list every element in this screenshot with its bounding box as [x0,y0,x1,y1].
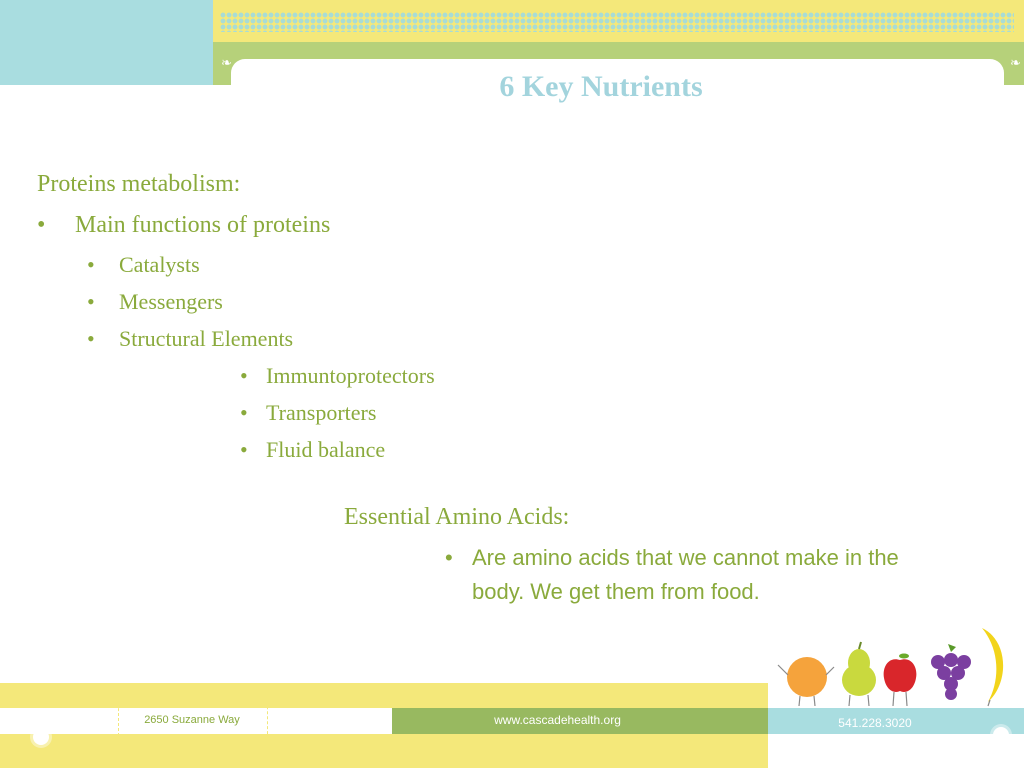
swirl-ornament-left: ❧ [221,56,232,71]
bullet-dot-icon: • [240,400,248,425]
function-item-text: Structural Elements [119,326,294,351]
footer-phone: 541.228.3020 [838,716,912,730]
main-bullet [37,212,330,239]
function-item [87,326,293,352]
eaa-text-line1: Are amino acids that we cannot make in the [472,545,899,570]
bullet-dot-icon: • [87,289,95,314]
footer-website-link[interactable]: www.cascadehealth.org [494,713,621,727]
bullet-dot-icon: • [37,212,46,238]
footer-circle-right [993,727,1009,743]
banana-character-icon [982,628,1003,706]
swirl-ornament-right: ❧ [1010,56,1021,71]
eaa-text-line2: body. We get them from food. [472,579,760,604]
eaa-heading: Essential Amino Acids: [344,504,570,530]
pear-character-icon [842,642,876,706]
sub-function-item [240,363,435,389]
function-item [87,289,223,315]
sub-function-item [240,437,385,463]
function-item-text: Catalysts [119,252,200,277]
function-item-text: Messengers [119,289,223,314]
apple-character-icon [884,654,917,707]
footer-address: 2650 Suzanne Way [144,714,240,726]
sub-function-item [240,400,376,426]
footer-circle-left [33,729,49,745]
header-teal-block [0,0,213,85]
grapes-character-icon [931,644,971,700]
bullet-dot-icon: • [240,363,248,388]
fruit-characters-illustration [770,620,1015,710]
main-bullet-text: Main functions of proteins [75,212,331,238]
function-item [87,252,200,278]
bullet-dot-icon: • [240,437,248,462]
bullet-dot-icon: • [87,252,95,277]
sub-function-item-text: Immuntoprotectors [266,363,435,388]
proteins-heading: Proteins metabolism: [37,171,241,197]
bullet-dot-icon: • [87,326,95,351]
orange-character-icon [778,657,834,706]
slide-title: 6 Key Nutrients [499,70,703,103]
sub-function-item-text: Transporters [266,400,377,425]
bullet-dot-icon: • [445,545,453,570]
sub-function-item-text: Fluid balance [266,437,386,462]
header-dot-pattern [220,12,1014,32]
eaa-bullet [445,541,899,575]
